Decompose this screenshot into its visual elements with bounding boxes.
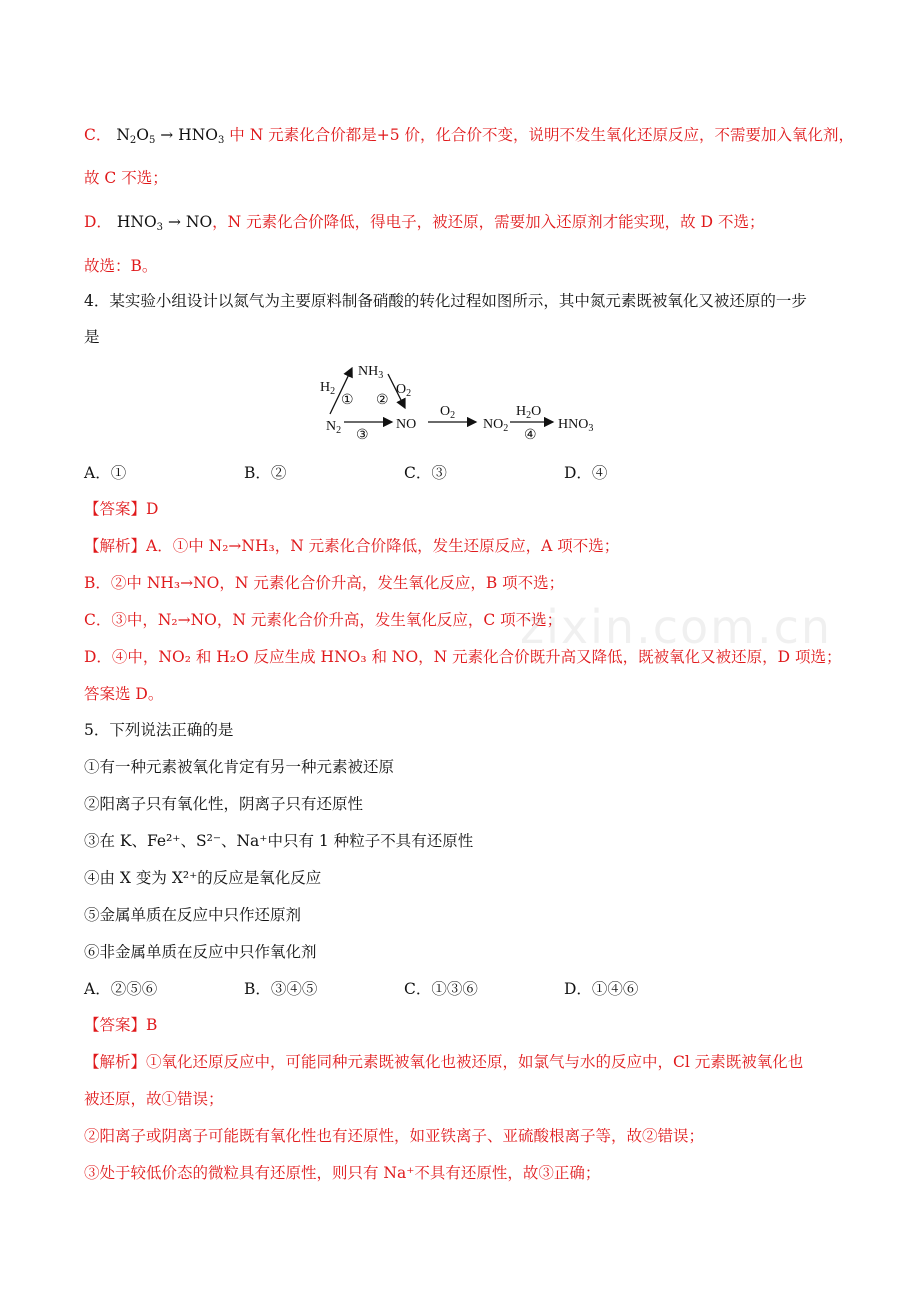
q5-option-b: B．③④⑤ <box>244 980 318 998</box>
q5-statement-6: ⑥非金属单质在反应中只作氧化剂 <box>84 943 317 961</box>
q4-option-b: B．② <box>244 464 287 482</box>
n2-label: $N_2$ <box>326 419 342 436</box>
q5-option-c: C．①③⑥ <box>404 980 478 998</box>
q5-statement-3: ③在 K、Fe²⁺、S²⁻、Na⁺中只有 1 种粒子不具有还原性 <box>84 832 474 850</box>
q4-explanation-b: B．②中 NH₃→NO，N 元素化合价升高，发生氧化反应，B 项不选； <box>84 574 565 592</box>
q4-stem-line2: 是 <box>84 328 100 346</box>
q5-option-d: D．①④⑥ <box>564 980 639 998</box>
explanation-label: 【解析】 <box>84 537 147 555</box>
q4-option-c: C．③ <box>404 464 447 482</box>
q4-explanation-c: C．③中，N₂→NO，N 元素化合价升高，发生氧化反应，C 项不选； <box>84 611 563 629</box>
q5-statement-5: ⑤金属单质在反应中只作还原剂 <box>84 906 302 924</box>
o2-label-b: $O_2$ <box>440 404 456 421</box>
d-explanation: ，N 元素化合价降低，得电子，被还原，需要加入还原剂才能实现，故 D 不选； <box>212 213 765 231</box>
q5-explanation-3: ③处于较低价态的微粒具有还原性，则只有 Na⁺不具有还原性，故③正确； <box>84 1164 601 1182</box>
q3-final: 故选：B。 <box>84 257 158 275</box>
q4-explanation-d: D．④中，NO₂ 和 H₂O 反应生成 HNO₃ 和 NO，N 元素化合价既升高又降低，既被氧化又被还原，D 项选； <box>84 648 842 666</box>
q5-answer: 【答案】B <box>84 1016 158 1034</box>
q5-explanation-1 <box>84 1052 803 1072</box>
q4-explanation-a <box>84 536 619 556</box>
d-equation: $HNO_3$ → NO <box>116 213 213 233</box>
o2-label-a: $O_2$ <box>396 382 412 399</box>
q4-option-d: D．④ <box>564 464 608 482</box>
q5-statement-4: ④由 X 变为 X²⁺的反应是氧化反应 <box>84 869 322 887</box>
step4-label: ④ <box>524 428 537 440</box>
no-label: NO <box>396 417 417 432</box>
q3-option-c <box>84 125 854 151</box>
q4-option-a: A．① <box>84 464 127 482</box>
h2o-label: $H_2O$ <box>516 404 542 421</box>
c-explanation: 中 N 元素化合价都是+5 价，化合价不变，说明不发生氧化还原反应，不需要加入氧化剂， <box>229 126 854 144</box>
q4-stem-line1: 4．某实验小组设计以氮气为主要原料制备硝酸的转化过程如图所示，其中氮元素既被氧化又被还原的一步 <box>84 292 807 310</box>
h2-label: $H_2$ <box>320 380 336 397</box>
nh3-label: $NH_3$ <box>358 364 384 381</box>
step3-label: ③ <box>356 428 369 440</box>
option-label: D． <box>84 213 112 231</box>
q3-option-c-cont: 故 C 不选； <box>84 169 168 187</box>
conversion-diagram <box>310 356 610 440</box>
step2-label: ② <box>376 393 389 408</box>
q5-stem: 5．下列说法正确的是 <box>84 721 234 739</box>
q5-option-a: A．②⑤⑥ <box>84 980 158 998</box>
hno3-label: $HNO_3$ <box>558 417 594 434</box>
q4-explanation-final: 答案选 D。 <box>84 685 164 703</box>
no2-label: $NO_2$ <box>483 417 509 434</box>
c-equation: $N_2O_5 \to HNO_3$ <box>116 126 225 146</box>
q5-statement-1: ①有一种元素被氧化肯定有另一种元素被还原 <box>84 758 395 776</box>
q5-statement-2: ②阳离子只有氧化性，阴离子只有还原性 <box>84 795 364 813</box>
option-label: C． <box>84 126 112 144</box>
explanation-label: 【解析】 <box>84 1053 147 1071</box>
q5-explanation-2: ②阳离子或阴离子可能既有氧化性也有还原性，如亚铁离子、亚硫酸根离子等，故②错误； <box>84 1127 705 1145</box>
explanation-text: ①氧化还原反应中，可能同种元素既被氧化也被还原，如氯气与水的反应中，Cl 元素既被氧化也 <box>146 1053 804 1071</box>
watermark: zixin.com.cn <box>520 600 833 654</box>
q5-explanation-1-cont: 被还原，故①错误； <box>84 1090 224 1108</box>
q3-option-d <box>84 212 764 238</box>
q4-answer: 【答案】D <box>84 500 159 518</box>
step1-label: ① <box>341 393 354 408</box>
explanation-text: A．①中 N₂→NH₃，N 元素化合价降低，发生还原反应，A 项不选； <box>146 537 620 555</box>
